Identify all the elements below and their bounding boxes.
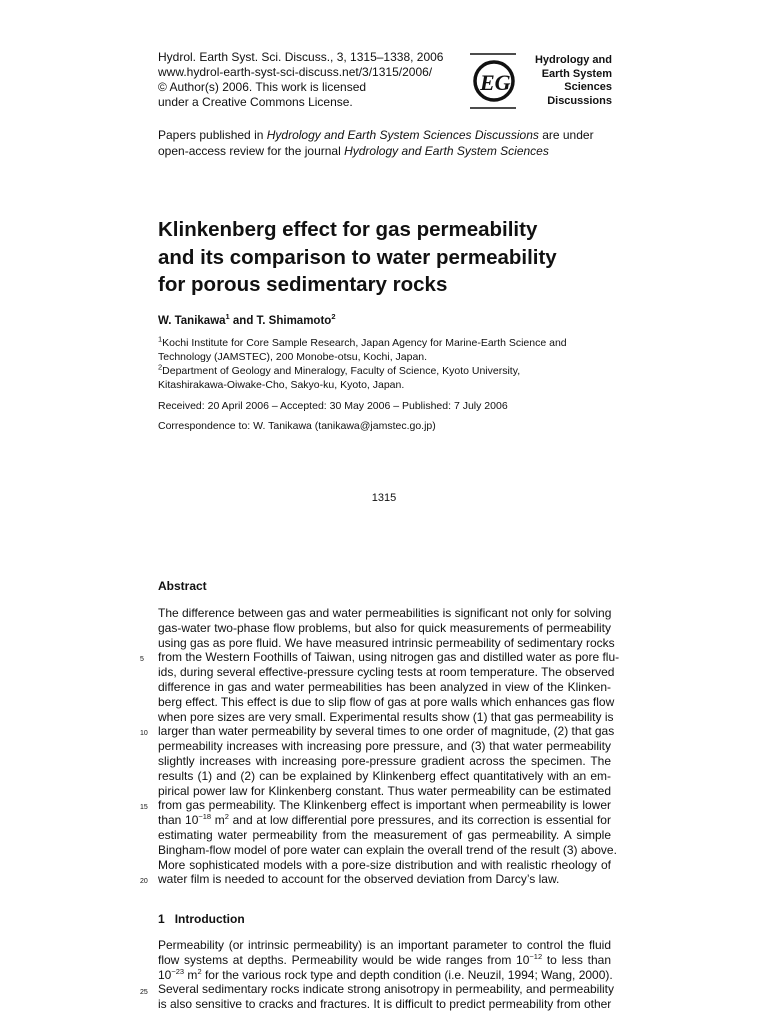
abstract-line: Bingham-flow model of pore water can explain the overall trend of the result (3) above. bbox=[158, 842, 617, 857]
intro-line: Several sedimentary rocks indicate strong anisotropy in permeability, and permeability bbox=[158, 982, 614, 997]
exponent: −18 bbox=[198, 812, 212, 822]
title-line-1: Klinkenberg effect for gas permeability bbox=[158, 218, 538, 241]
title-line-3: for porous sedimentary rocks bbox=[158, 273, 448, 296]
abstract-heading: Abstract bbox=[158, 579, 207, 593]
section-title: Introduction bbox=[174, 912, 245, 926]
affil-2-mark: 2 bbox=[158, 362, 163, 372]
author-1: W. Tanikawa bbox=[158, 315, 226, 327]
affil-1-line-1: Kochi Institute for Core Sample Research, Japan Agency for Marine-Earth Science and bbox=[162, 337, 567, 349]
author-conjunction: and bbox=[229, 315, 257, 327]
exponent: −23 bbox=[171, 966, 185, 976]
exponent: 2 bbox=[224, 812, 229, 822]
logo-line-3: Sciences bbox=[564, 81, 612, 93]
line-number: 20 bbox=[140, 878, 148, 885]
author-2: T. Shimamoto bbox=[256, 315, 332, 327]
intro-line: Permeability (or intrinsic permeability) is an important parameter to control the fluid bbox=[158, 938, 611, 952]
affiliations bbox=[158, 336, 618, 392]
abstract-line-text: m bbox=[211, 813, 225, 828]
intro-line bbox=[158, 968, 611, 983]
line-number: 5 bbox=[140, 656, 144, 663]
abstract-line: More sophisticated models with a pore-size distribution and with realistic rheology of bbox=[158, 857, 611, 872]
abstract-line bbox=[158, 813, 611, 828]
abstract-line: results (1) and (2) can be explained by Klinkenberg effect quantitatively with an em- bbox=[158, 768, 611, 783]
section-heading-introduction bbox=[158, 912, 255, 926]
author-list bbox=[158, 312, 336, 327]
line-number: 25 bbox=[140, 989, 148, 996]
abstract-line: from gas permeability. The Klinkenberg effect is important when permeability is lower bbox=[158, 798, 611, 813]
abstract-line: from the Western Foothills of Taiwan, using nitrogen gas and distilled water as pore flu- bbox=[158, 650, 620, 665]
logo-line-4: Discussions bbox=[547, 94, 612, 107]
abstract-line-text: than 10 bbox=[158, 813, 199, 828]
abstract-line: ids, during several effective-pressure cycling tests at room temperature. The observed bbox=[158, 665, 615, 680]
abstract-line: permeability increases with increasing pore pressure, and (3) that water permeability bbox=[158, 739, 611, 754]
intro-line-text: to less than bbox=[542, 952, 611, 967]
note-journal: Hydrology and Earth System Sciences bbox=[344, 143, 549, 158]
open-access-note bbox=[158, 128, 618, 159]
abstract-line: gas-water two-phase flow problems, but also for quick measurements of permeability bbox=[158, 620, 611, 635]
affil-1-line-2: Technology (JAMSTEC), 200 Monobe-otsu, Kochi, Japan. bbox=[158, 351, 428, 363]
logo-mark-letters: EG bbox=[480, 70, 511, 95]
header-citation: Hydrol. Earth Syst. Sci. Discuss., 3, 1315–1338, 2006 bbox=[158, 50, 444, 64]
abstract-line: when pore sizes are very small. Experimental results show (1) that gas permeability is bbox=[158, 709, 614, 724]
abstract-line: difference in gas and water permeabilities has been analyzed in view of the Klinken- bbox=[158, 679, 611, 694]
abstract-line: berg effect. This effect is due to slip flow of gas at pore walls which enhances gas flow bbox=[158, 694, 615, 709]
paper-title bbox=[158, 216, 618, 299]
section-number: 1 bbox=[158, 912, 165, 926]
affil-2-line-1: Department of Geology and Mineralogy, Faculty of Science, Kyoto University, bbox=[162, 365, 521, 377]
affil-2-line-2: Kitashirakawa-Oiwake-Cho, Sakyo-ku, Kyoto, Japan. bbox=[158, 379, 405, 391]
line-number: 10 bbox=[140, 730, 148, 737]
intro-line-text: 10 bbox=[158, 967, 172, 982]
egu-logo-icon bbox=[468, 52, 524, 110]
note-middle: are under bbox=[538, 128, 594, 142]
header-url: www.hydrol-earth-syst-sci-discuss.net/3/1315/2006/ bbox=[158, 65, 433, 79]
header-license: under a Creative Commons License. bbox=[158, 95, 353, 109]
abstract-line: using gas as pore fluid. We have measured intrinsic permeability of sedimentary rocks bbox=[158, 635, 615, 650]
affil-1-mark: 1 bbox=[158, 334, 163, 344]
note-prefix: Papers published in bbox=[158, 128, 267, 142]
correspondence: Correspondence to: W. Tanikawa (tanikawa@jamstec.go.jp) bbox=[158, 420, 436, 432]
logo-line-2: Earth System bbox=[541, 67, 612, 80]
intro-line-text: flow systems at depths. Permeability would be wide ranges from 10 bbox=[158, 952, 530, 967]
abstract-line-text: and at low differential pore pressures, and its correction is essential for bbox=[228, 813, 611, 828]
publication-dates: Received: 20 April 2006 – Accepted: 30 May 2006 – Published: 7 July 2006 bbox=[158, 400, 508, 412]
exponent: −12 bbox=[529, 951, 543, 961]
logo-line-1: Hydrology and bbox=[534, 54, 612, 66]
abstract-body bbox=[158, 606, 620, 887]
header-copyright: © Author(s) 2006. This work is licensed bbox=[158, 80, 367, 94]
abstract-line: slightly increases with increasing pore-pressure gradient across the specimen. The bbox=[158, 753, 611, 768]
logo-journal-name bbox=[535, 54, 612, 108]
introduction-body bbox=[158, 938, 614, 1012]
intro-line-text: m bbox=[184, 967, 198, 982]
abstract-line: water film is needed to account for the observed deviation from Darcy’s law. bbox=[158, 872, 560, 887]
abstract-line: estimating water permeability from the measurement of gas permeability. A simple bbox=[158, 827, 611, 842]
exponent: 2 bbox=[197, 966, 202, 976]
abstract-line: pirical power law for Klinkenberg constant. Thus water permeability can be estimated bbox=[158, 783, 611, 798]
note-line2-prefix: open-access review for the journal bbox=[158, 143, 345, 158]
line-number: 15 bbox=[140, 804, 148, 811]
intro-line-text: for the various rock type and depth condition (i.e. Neuzil, 1994; Wang, 2000). bbox=[201, 967, 613, 982]
note-journal-discussions: Hydrology and Earth System Sciences Discussions bbox=[266, 128, 539, 142]
intro-line bbox=[158, 953, 611, 968]
author-2-affil-mark: 2 bbox=[331, 312, 336, 322]
title-line-2: and its comparison to water permeability bbox=[158, 245, 557, 269]
journal-logo bbox=[468, 52, 614, 110]
journal-header bbox=[158, 50, 443, 110]
page-number: 1315 bbox=[371, 492, 397, 504]
abstract-line: larger than water permeability by several times to one order of magnitude, (2) that gas bbox=[158, 724, 615, 739]
abstract-line: The difference between gas and water permeabilities is significant not only for solving bbox=[158, 606, 612, 620]
intro-line: is also sensitive to cracks and fractures. It is difficult to predict permeability from other bbox=[158, 997, 612, 1012]
author-1-affil-mark: 1 bbox=[225, 312, 230, 322]
